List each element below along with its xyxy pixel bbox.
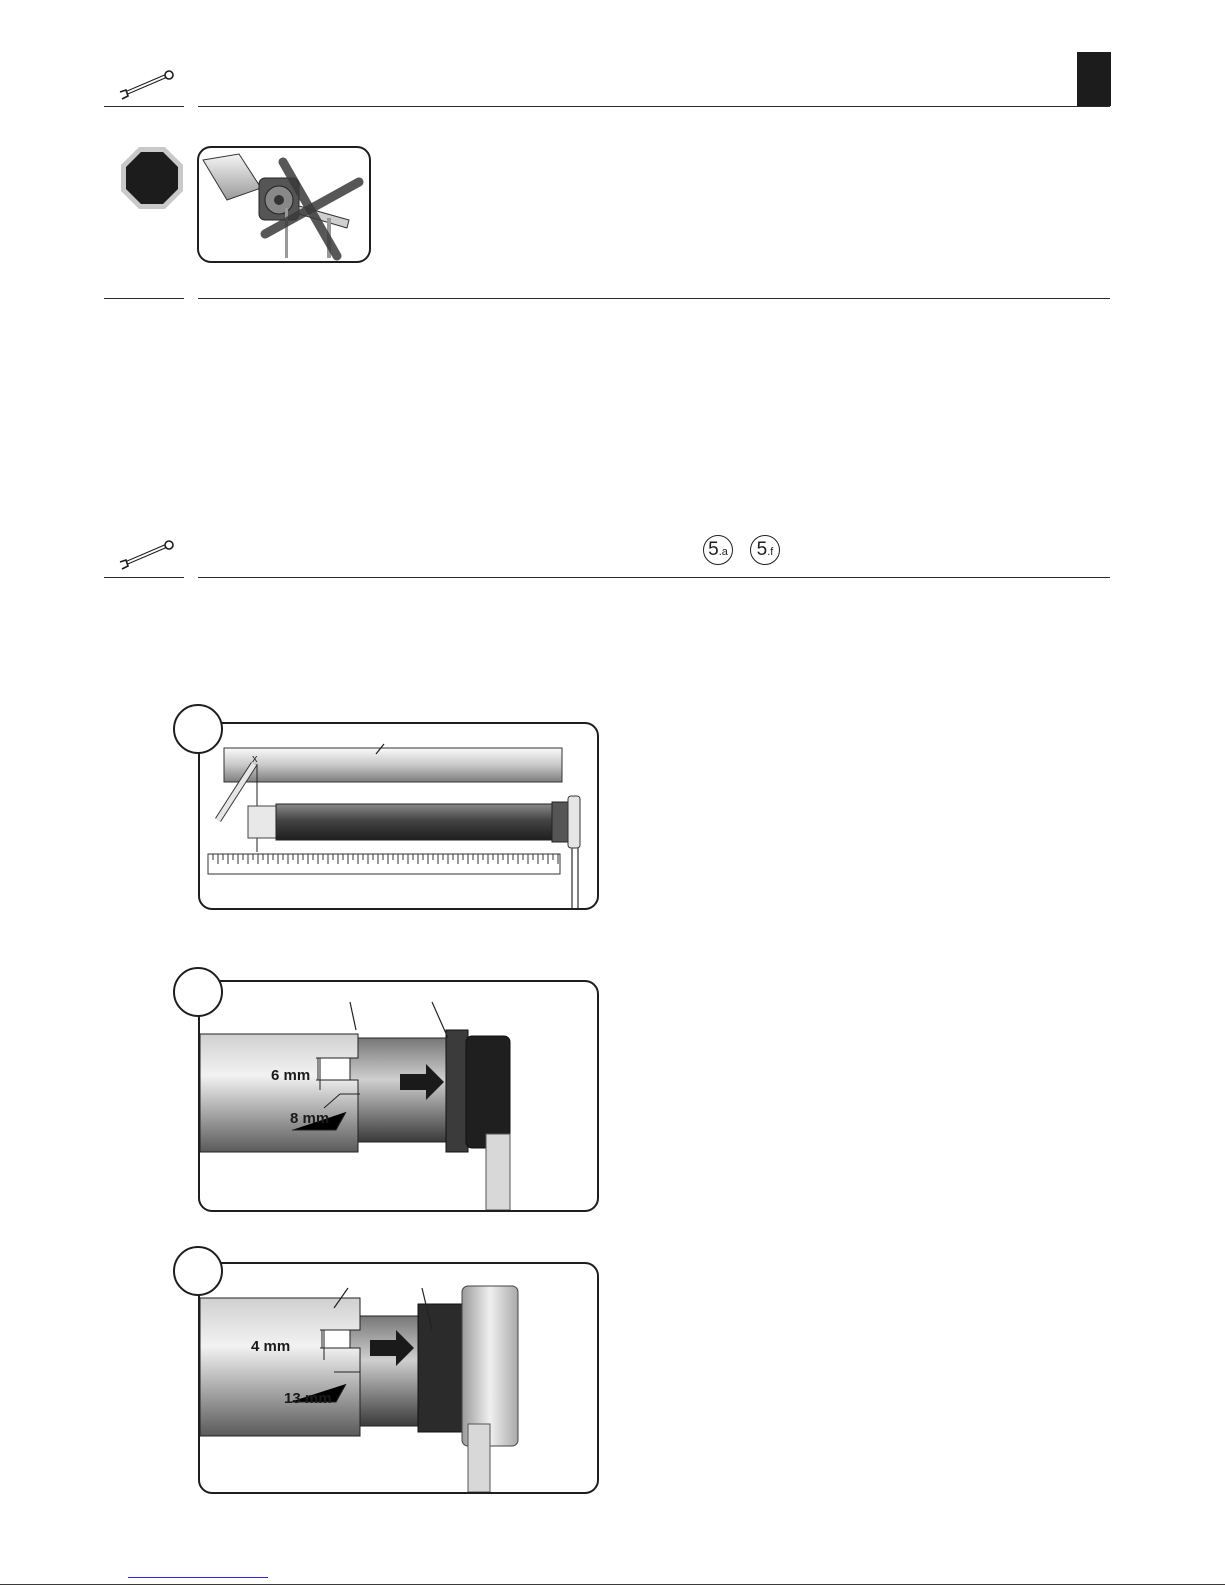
notch-width-label: 4 mm	[251, 1338, 291, 1355]
ref-badge-5a: 5.a	[703, 535, 733, 565]
section-b-rule	[198, 577, 1110, 578]
ref-badge-5f: 5.f	[750, 535, 780, 565]
section-a-rule-left	[104, 106, 184, 107]
no-drilling-motor-illustration	[197, 146, 371, 263]
wrench-icon	[118, 68, 176, 102]
section-a-bottom-rule-left	[104, 298, 184, 299]
notch-tube-illustration-alt	[198, 1262, 599, 1494]
measure-tube-illustration	[198, 722, 599, 910]
footer-link-underline[interactable]	[128, 1577, 268, 1578]
svg-text:x: x	[252, 753, 258, 765]
section-a-rule	[198, 106, 1110, 107]
step-2-marker	[173, 967, 223, 1017]
section-a-bottom-rule	[198, 298, 1110, 299]
chapter-tab-marker	[1077, 52, 1111, 106]
step-3-marker	[173, 1246, 223, 1296]
notch-depth-label: 13 mm	[284, 1390, 332, 1407]
stop-sign-icon	[120, 146, 184, 210]
notch-depth-label: 8 mm	[290, 1110, 330, 1127]
step-1-marker	[173, 704, 223, 754]
wrench-icon	[118, 538, 176, 572]
section-b-rule-left	[104, 577, 184, 578]
notch-width-label: 6 mm	[271, 1067, 311, 1084]
notch-tube-illustration	[198, 980, 599, 1212]
